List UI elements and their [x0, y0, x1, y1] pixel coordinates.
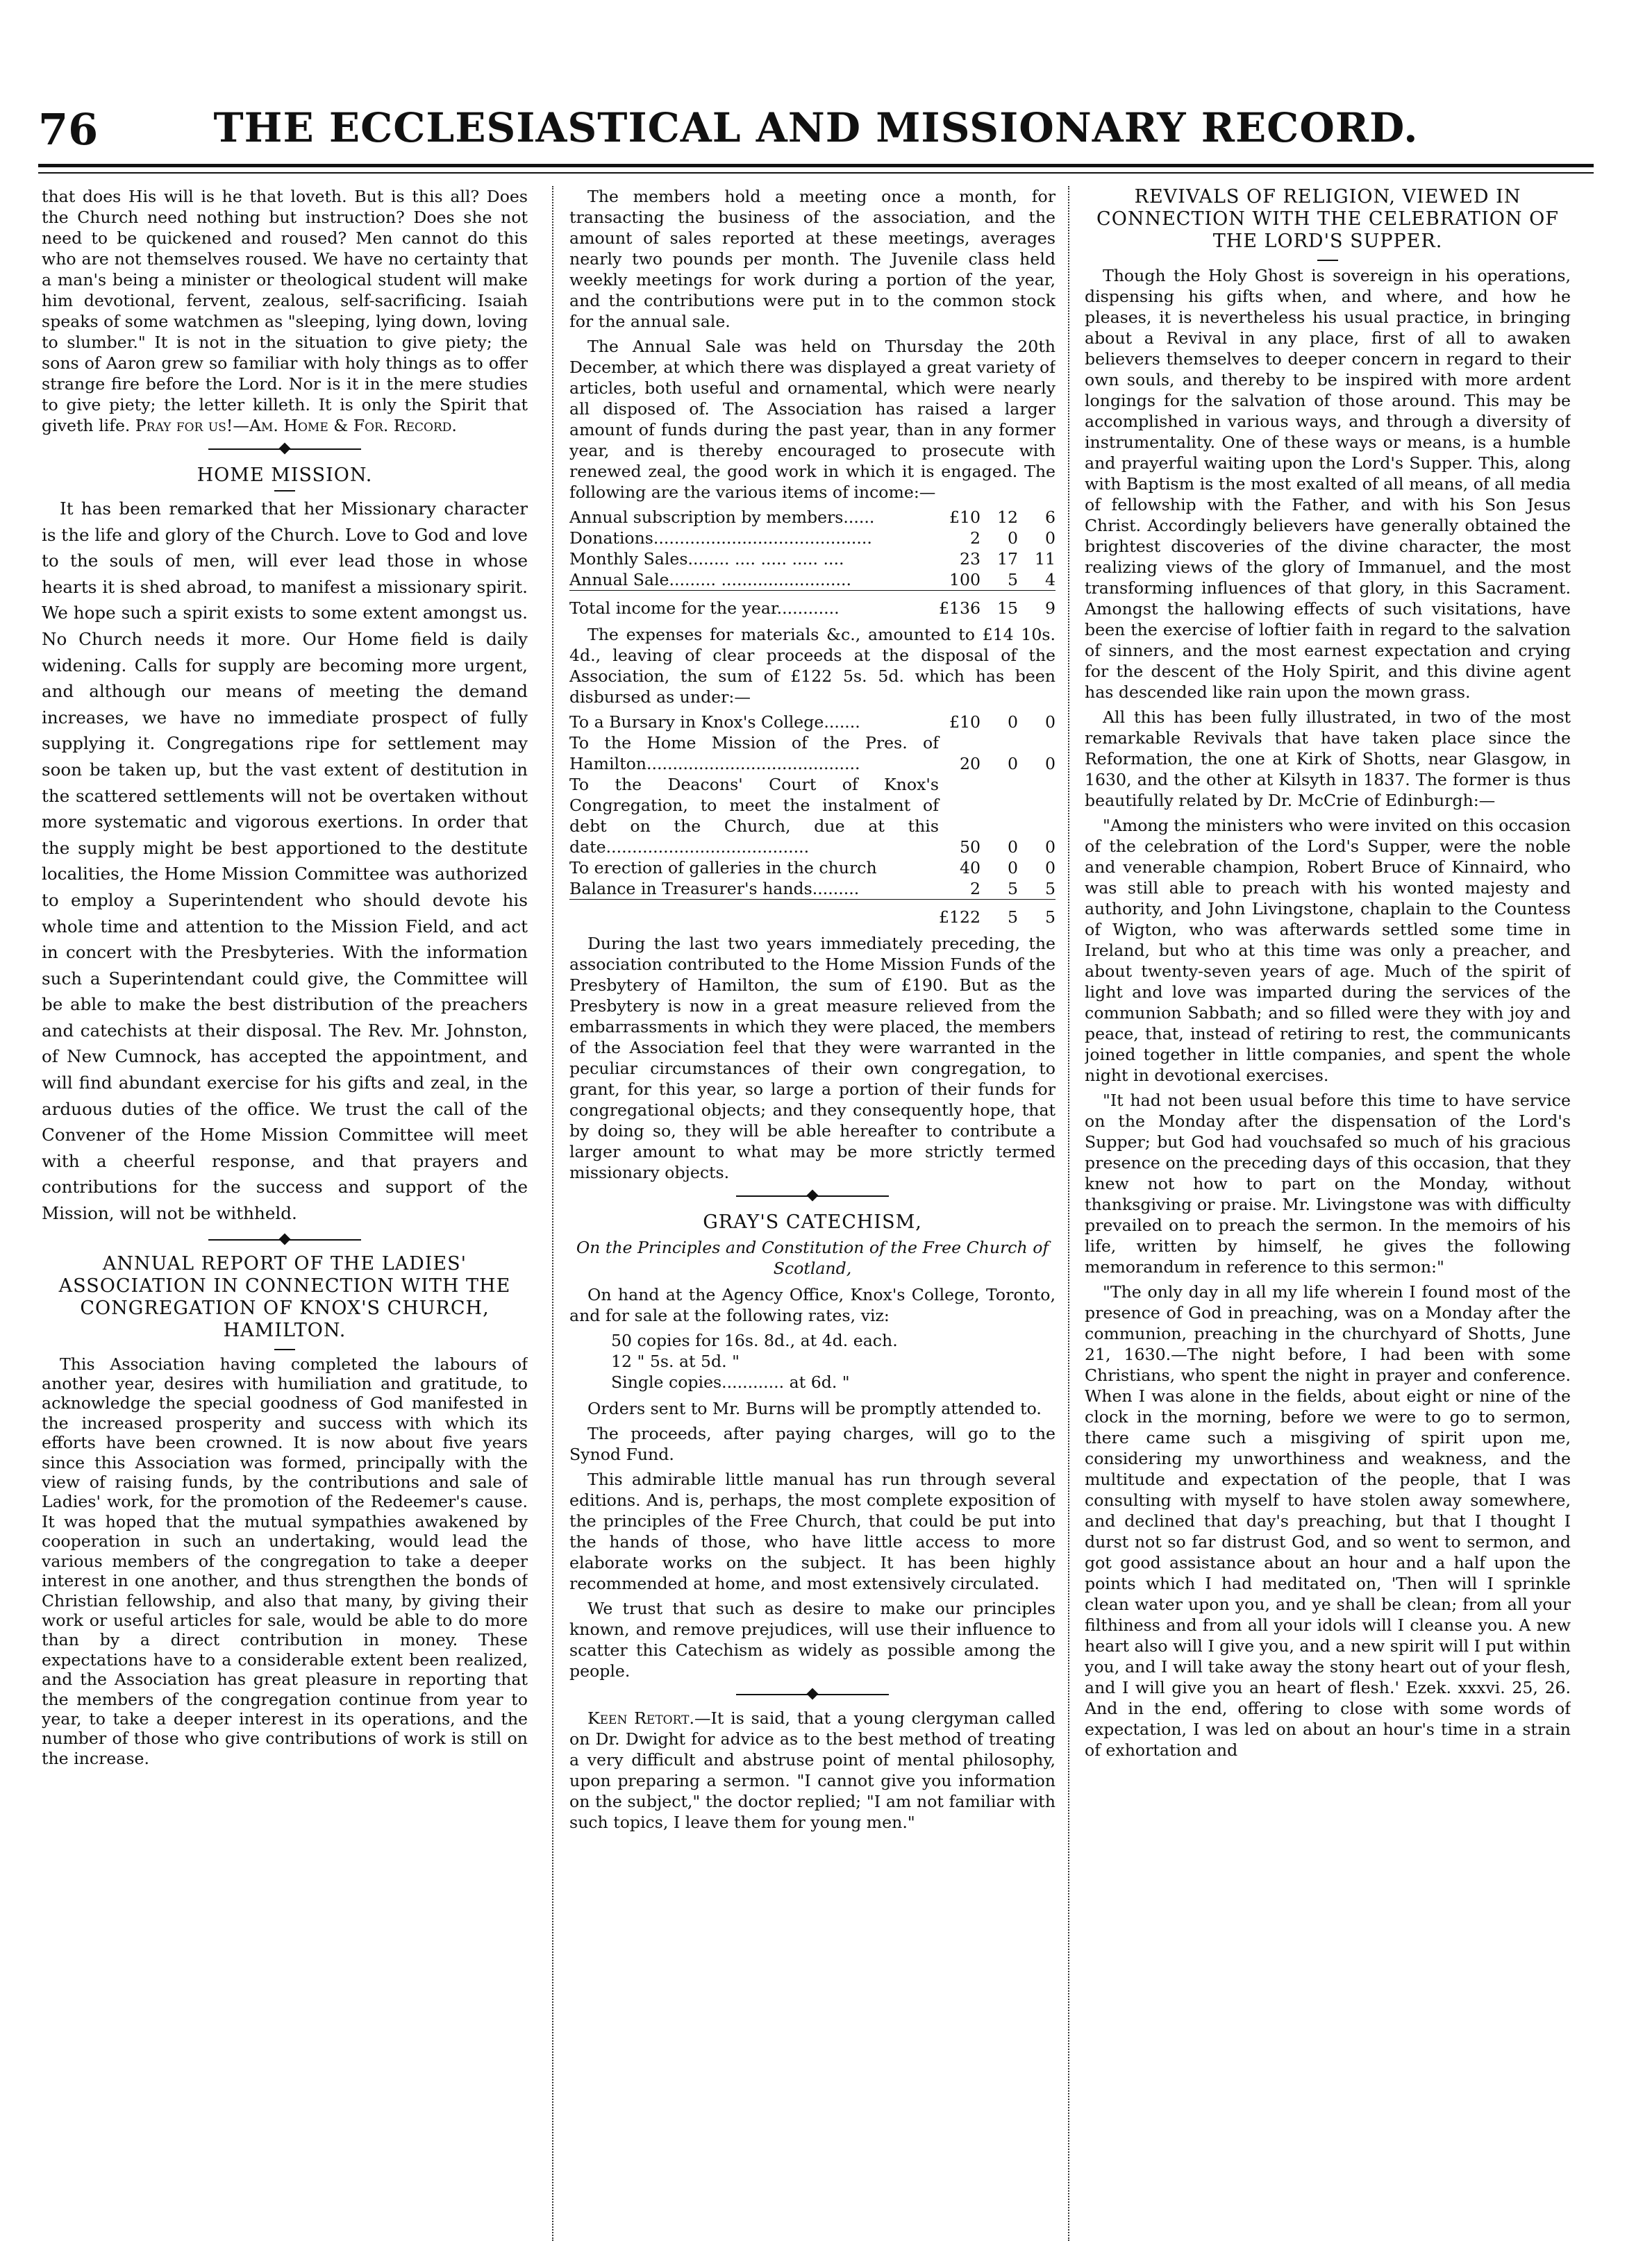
table-row: Annual subscription by members...... £10 12 6 [569, 507, 1056, 527]
price-list [611, 1330, 1056, 1393]
income-table [569, 507, 1056, 619]
heading-dash [274, 1349, 295, 1350]
disbursement-table [569, 712, 1056, 927]
paragraph: that does His will is he that loveth. But is this all? Does the Church need nothing but instruction? Does she not need to be quickened and roused? Men cannot do this who are not themselves roused. We have no certainty that a man's being a minister or theological student will make him devotional, fervent, zealous, self-sacrificing. Isaiah speaks of some watchmen as "sleeping, lying down, loving to slumber." It is not in the situation to give piety; the sons of Aaron grew so familiar with holy things as to offer strange fire before the Lord. Nor is it in the mere studies to give piety; the letter killeth. It is only the Spirit that giveth life. Pray for us!—Am. Home & For. Record. [42, 187, 528, 435]
table-row: To the Deacons' Court of Knox's Congregation, to meet the instalment of debt on the Church, due at this date....................................... 50 0 0 [569, 775, 1056, 857]
column-2 [569, 186, 1056, 2241]
run-in-heading: Keen Retort. [587, 1708, 694, 1728]
section-heading: HOME MISSION. [197, 464, 373, 486]
list-item: 12 " 5s. at 5d. " [611, 1352, 740, 1371]
heading-dash [274, 490, 295, 492]
paragraph: This Association having completed the labours of another year, desires with humiliation and gratitude, to acknowledge the special goodness of God manifested in the increased prosperity and success with which its efforts have been crowned. It is now about five years since this Association was formed, principally with the view of raising funds, by the contributions and sale of Ladies' work, for the promotion of the Redeemer's cause. It was hoped that the mutual sympathies awakened by cooperation in such an undertaking, would lead the various members of the congregation to take a deeper interest in one another, and thus strengthen the bonds of Christian fellowship, and also that many, by giving their work or useful articles for sale, would be able to do more than by a direct contribution in money. These expectations have to a considerable extent been realized, and the Association has great pleasure in reporting that the members of the congregation continue from year to year, to take a deeper interest in its operations, and the number of those who give contributions of work is still on the increase. [42, 1354, 528, 1768]
column-1 [42, 186, 528, 2241]
section-heading: ANNUAL REPORT OF THE LADIES' ASSOCIATION IN CONNECTION WITH THE CONGREGATION OF KNOX'S CHURCH, HAMILTON. [58, 1252, 511, 1341]
paragraph: "The only day in all my life wherein I found most of the presence of God in preaching, was on a Monday after the communion, preaching in the churchyard of Shotts, June 21, 1630.—The night before, I had been with some Christians, who spent the night in prayer and conference. When I was alone in the fields, about eight or nine of the clock in the morning, before we were to go to sermon, there came such a misgiving of spirit upon me, considering my unworthiness and weakness, and the multitude and expectation of the people, that I was consulting with myself to have stolen away somewhere, and declined that day's preaching, but that I thought I durst not so far distrust God, and so went to sermon, and got good assistance about an hour and a half upon the points which I had meditated on, 'Then will I sprinkle clean water upon you, and ye shall be clean; from all your filthiness and from all your idols will I cleanse you. A new heart also will I give you, and a new spirit will I put within you, and I will take away the stony heart out of your flesh, and I will give you an heart of flesh.' Ezek. xxxvi. 25, 26. And in the end, offering to close with some words of expectation, I was led on about an hour's time in a strain of exhortation and [1085, 1282, 1571, 1760]
paragraph: "Among the ministers who were invited on this occasion of the celebration of the Lord's Supper, were the noble and venerable champion, Robert Bruce of Kinnaird, who was still able to preach with his wonted majesty and authority, and John Livingstone, chaplain to the Countess of Wigton, who was afterwards settled some time in Ireland, but who at this time was only a preacher, and about twenty-seven years of age. Much of the spirit of light and love was imparted during the services of the communion Sabbath; and so filled were they with joy and peace, that, instead of retiring to rest, the communicants joined together in little companies, and spent the whole night in devotional exercises. [1085, 816, 1571, 1085]
table-row: Annual Sale......... ......................... 100 5 4 [569, 570, 1056, 589]
section-subheading: On the Principles and Constitution of the Free Church of Scotland, [576, 1238, 1049, 1278]
paragraph: "It had not been usual before this time to have service on the Monday after the dispensation of the Lord's Supper; but God had vouchsafed so much of his gracious presence on the preceding days of this occasion, that they knew not how to part on the Monday, without thanksgiving or praise. Mr. Livingstone was with difficulty prevailed on to preach the sermon. In the memoirs of his life, written by himself, he gives the following memorandum in reference to this sermon:" [1085, 1091, 1571, 1277]
ornament-divider [208, 1235, 361, 1245]
page-header [38, 104, 1594, 167]
paragraph: This admirable little manual has run through several editions. And is, perhaps, the most complete exposition of the principles of the Free Church, that could be put into the hands of those, who have little access to more elaborate works on the subject. It has been highly recommended at home, and most extensively circulated. [569, 1470, 1056, 1593]
paragraph: Orders sent to Mr. Burns will be promptly attended to. [587, 1399, 1042, 1418]
table-total-row: Total income for the year............ £136 15 9 [569, 591, 1056, 619]
paragraph: The Annual Sale was held on Thursday the 20th December, at which there was displayed a great variety of articles, both useful and ornamental, which were nearly all disposed of. The Association has raised a larger amount of funds during the past year, than in any former year, and is thereby encouraged to prosecute with renewed zeal, the good work in which it is engaged. The following are the various items of income:— [569, 337, 1056, 502]
paragraph: It has been remarked that her Missionary character is the life and glory of the Church. Love to God and love to the souls of men, will ever lead those in whose hearts it is shed abroad, to manifest a missionary spirit. We hope such a spirit exists to some extent amongst us. No Church needs it more. Our Home field is daily widening. Calls for supply are becoming more urgent, and although our means of meeting the demand increases, we have no immediate prospect of fully supplying it. Congregations ripe for settlement may soon be taken up, but the vast extent of destitution in the scattered settlements will not be overtaken without more systematic and vigorous exertions. In order that the supply might be best apportioned to the destitute localities, the Home Mission Committee was authorized to employ a Superintendent who should devote his whole time and attention to the Mission Field, and act in concert with the Presbyteries. With the information such a Superintendant could give, the Committee will be able to make the best distribution of the preachers and catechists at their disposal. The Rev. Mr. Johnston, of New Cumnock, has accepted the appointment, and will find abundant exercise for his gifts and zeal, in the arduous duties of the office. We trust the call of the Convener of the Home Mission Committee will meet with a cheerful response, and that prayers and contributions for the success and support of the Mission, will not be withheld. [42, 498, 528, 1224]
paragraph: All this has been fully illustrated, in two of the most remarkable Revivals that have taken place since the Reformation, the one at Kirk of Shotts, near Glasgow, in 1630, and the other at Kilsyth in 1837. The former is thus beautifully related by Dr. McCrie of Edinburgh:— [1085, 707, 1571, 810]
table-row: To erection of galleries in the church 40 0 0 [569, 858, 1056, 877]
table-row: Donations.......................................... 2 0 0 [569, 528, 1056, 548]
list-item: 50 copies for 16s. 8d., at 4d. each. [611, 1331, 898, 1350]
paragraph: The proceeds, after paying charges, will go to the Synod Fund. [569, 1424, 1056, 1464]
paragraph: On hand at the Agency Office, Knox's College, Toronto, and for sale at the following rates, viz: [569, 1285, 1056, 1325]
running-title: THE ECCLESIASTICAL AND MISSIONARY RECORD. [213, 104, 1419, 151]
paragraph: The expenses for materials &c., amounted to £14 10s. 4d., leaving of clear proceeds at the disposal of the Association, the sum of £122 5s. 5d. which has been disbursed as under:— [569, 625, 1056, 707]
list-item: Single copies............ at 6d. " [611, 1372, 850, 1392]
header-rule-thin [38, 172, 1594, 174]
paragraph: We trust that such as desire to make our principles known, and remove prejudices, will use their influence to scatter this Catechism as widely as possible among the people. [569, 1599, 1056, 1681]
table-total-row: £122 5 5 [569, 900, 1056, 928]
ornament-divider [736, 1191, 889, 1201]
paragraph: During the last two years immediately preceding, the association contributed to the Home Mission Funds of the Presbytery of Hamilton, the sum of £190. But as the Presbytery is now in a great measure relieved from the embarrassments in which they were placed, the members of the Association feel that they were warranted in the peculiar circumstances of their own congregation, to grant, for this year, so large a portion of their funds for congregational objects; and they consequently hope, that by doing so, they will be able hereafter to contribute a larger amount to what may be more strictly termed missionary objects. [569, 934, 1056, 1182]
header-rule [38, 164, 1594, 167]
section-heading: REVIVALS OF RELIGION, VIEWED IN CONNECTION WITH THE CELEBRATION OF THE LORD'S SUPPER. [1096, 186, 1559, 252]
page-number: 76 [38, 104, 99, 155]
ornament-divider [208, 444, 361, 454]
ornament-divider [736, 1690, 889, 1699]
signature: Pray for us!—Am. Home & For. Record. [135, 416, 457, 435]
paragraph: Though the Holy Ghost is sovereign in his operations, dispensing his gifts when, and where, and how he pleases, it is nevertheless his usual practice, in bringing about a Revival in any place, first of all to awaken believers themselves to deeper concern in regard to their own souls, and thereby to be inspired with more ardent longings for the salvation of those around. This may be accomplished in various ways, and through a diversity of instrumentality. One of these ways or means, is a humble and prayerful waiting upon the Lord's Supper. This, along with Baptism is the most exalted of all means, of all media of fellowship with the Father, and with his Son Jesus Christ. Accordingly believers have generally obtained the brightest discoveries of the divine character, the most realizing views of the glory of Immanuel, and the most transforming influences of that glory, in this Sacrament. Amongst the hallowing effects of such visitations, have been the exercise of loftier faith in regard to the salvation of sinners, and the most earnest expectation and crying for the descent of the Holy Spirit, and this divine agent has descended like rain upon the mown grass. [1085, 266, 1571, 702]
table-row: To a Bursary in Knox's College....... £10 0 0 [569, 712, 1056, 732]
column-divider [552, 186, 553, 2241]
table-row: To the Home Mission of the Pres. of Hamilton......................................... 20 0 0 [569, 733, 1056, 773]
section-heading: GRAY'S CATECHISM, [703, 1211, 922, 1233]
paragraph: The members hold a meeting once a month, for transacting the business of the association, and the amount of sales reported at these meetings, averages nearly two pounds per month. The Juvenile class held weekly meetings for work during a portion of the year, and the contributions were put in to the common stock for the annual sale. [569, 187, 1056, 331]
column-3 [1085, 186, 1571, 2241]
heading-dash [1317, 260, 1338, 261]
paragraph: Keen Retort.—It is said, that a young clergyman called on Dr. Dwight for advice as to the best method of treating a very difficult and abstruse point of mental philosophy, upon preparing a sermon. "I cannot give you information on the subject," the doctor replied; "I am not familiar with such topics, I leave them for young men." [569, 1708, 1056, 1832]
column-divider [1068, 186, 1069, 2241]
table-row: Balance in Treasurer's hands......... 2 5 5 [569, 879, 1056, 898]
table-row: Monthly Sales........ .... ..... ..... .... 23 17 11 [569, 549, 1056, 569]
